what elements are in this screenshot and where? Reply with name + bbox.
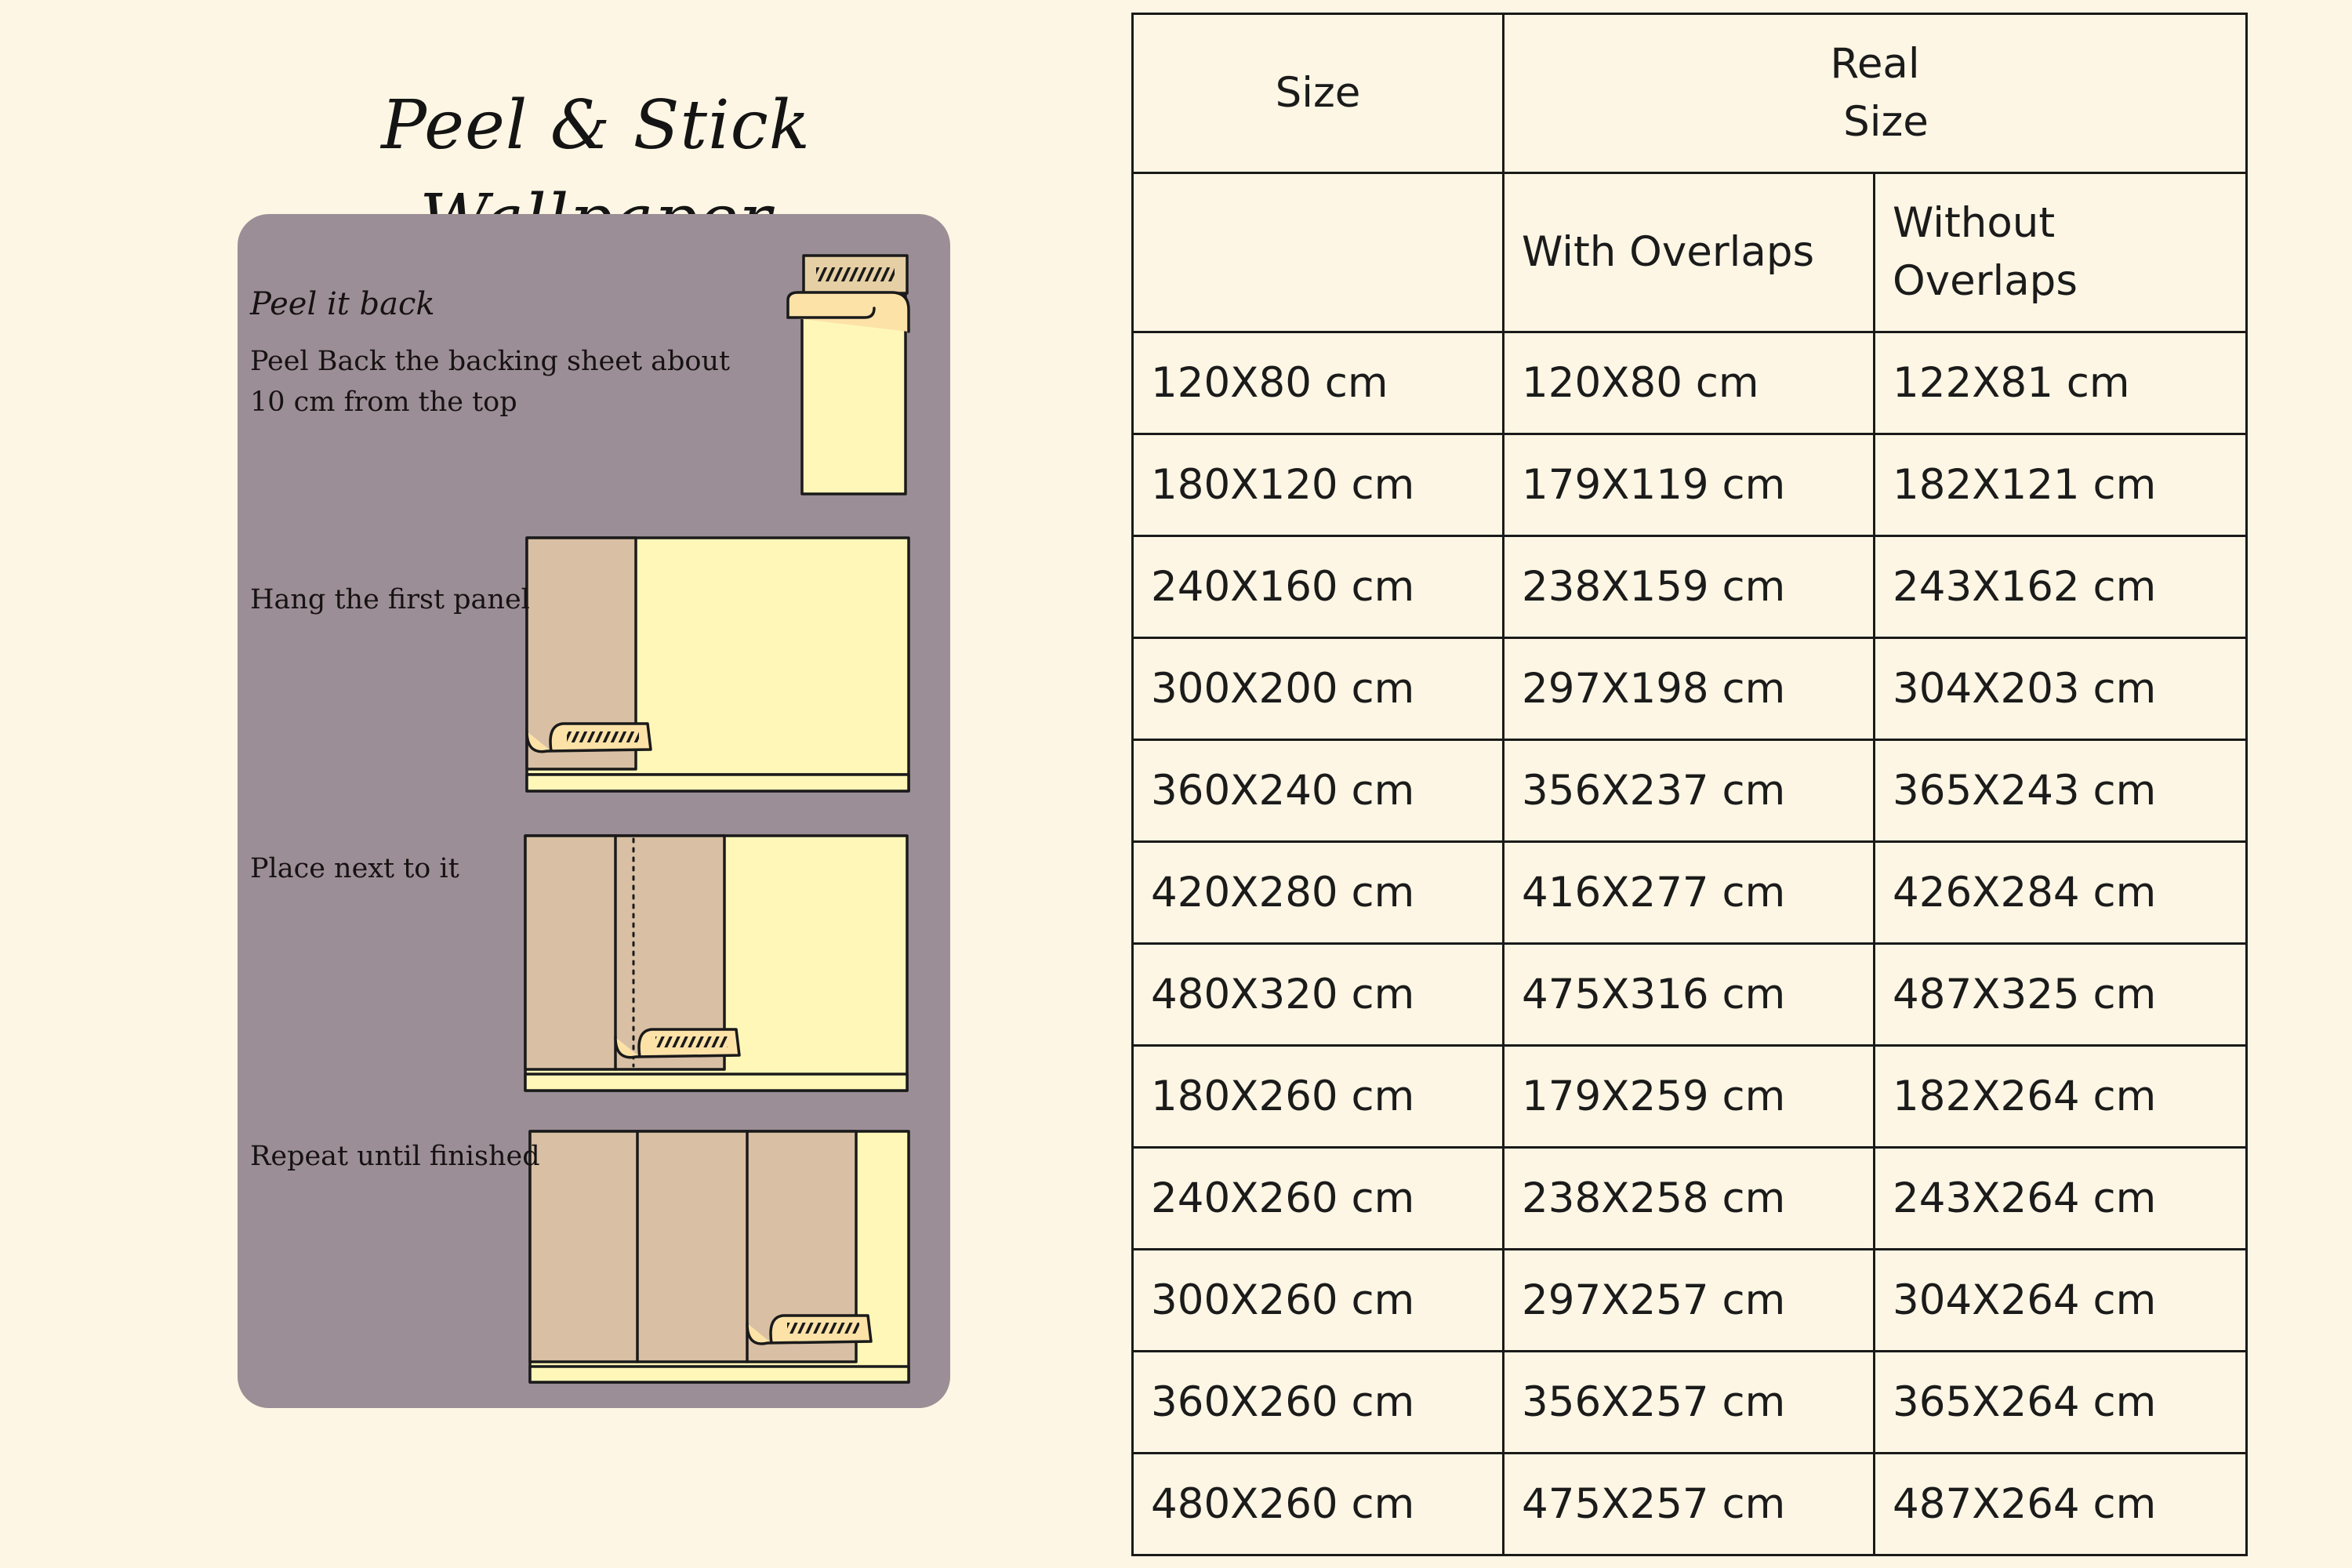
real-size-header	[1504, 14, 2247, 173]
peel-back-illustration	[788, 256, 909, 494]
table-row	[1133, 1454, 2247, 1555]
with-overlaps-cell: 179X119 cm	[1504, 434, 1875, 536]
with-overlaps-cell: 416X277 cm	[1504, 842, 1875, 944]
step-1-title: Peel it back	[250, 286, 435, 322]
without-overlaps-cell: 243X162 cm	[1875, 536, 2247, 638]
real-size-header-line-2: Size	[1843, 98, 1929, 146]
header-row-1	[1133, 14, 2247, 173]
size-cell: 180X120 cm	[1133, 434, 1504, 536]
size-cell: 240X160 cm	[1133, 536, 1504, 638]
with-overlaps-cell: 297X198 cm	[1504, 638, 1875, 740]
table-row	[1133, 842, 2247, 944]
with-overlaps-cell: 238X258 cm	[1504, 1148, 1875, 1250]
table-row	[1133, 434, 2247, 536]
without-overlaps-cell: 304X264 cm	[1875, 1250, 2247, 1352]
header-row-2	[1133, 173, 2247, 332]
table-row	[1133, 1046, 2247, 1148]
table-row	[1133, 1250, 2247, 1352]
size-table	[1131, 13, 2248, 1556]
step-1-description	[250, 341, 752, 423]
place-next-panel-illustration	[525, 836, 907, 1091]
size-cell: 420X280 cm	[1133, 842, 1504, 944]
with-overlaps-header: With Overlaps	[1504, 173, 1875, 332]
with-overlaps-cell: 475X257 cm	[1504, 1454, 1875, 1555]
size-cell: 300X260 cm	[1133, 1250, 1504, 1352]
without-overlaps-cell: 487X325 cm	[1875, 944, 2247, 1046]
size-cell: 120X80 cm	[1133, 332, 1504, 434]
table-row	[1133, 1148, 2247, 1250]
repeat-panels-illustration	[530, 1131, 909, 1382]
table-row	[1133, 740, 2247, 842]
without-overlaps-cell: 182X264 cm	[1875, 1046, 2247, 1148]
table-row	[1133, 332, 2247, 434]
installation-guide-panel	[238, 214, 950, 1408]
with-overlaps-cell: 297X257 cm	[1504, 1250, 1875, 1352]
with-overlaps-cell: 356X257 cm	[1504, 1352, 1875, 1454]
size-cell: 180X260 cm	[1133, 1046, 1504, 1148]
without-overlaps-header-line-1: Without	[1893, 199, 2056, 247]
table-row	[1133, 1352, 2247, 1454]
with-overlaps-cell: 238X159 cm	[1504, 536, 1875, 638]
page-title: Peel & Stick	[381, 86, 811, 165]
without-overlaps-cell: 182X121 cm	[1875, 434, 2247, 536]
size-cell: 480X260 cm	[1133, 1454, 1504, 1555]
step-4-label: Repeat until finished	[250, 1141, 540, 1172]
empty-header-cell	[1133, 173, 1504, 332]
without-overlaps-cell: 365X243 cm	[1875, 740, 2247, 842]
without-overlaps-header-line-2: Overlaps	[1893, 257, 2078, 305]
step-1-description-line-1: Peel Back the backing sheet about	[250, 346, 731, 377]
table-row	[1133, 638, 2247, 740]
without-overlaps-cell: 243X264 cm	[1875, 1148, 2247, 1250]
without-overlaps-cell: 487X264 cm	[1875, 1454, 2247, 1555]
with-overlaps-cell: 120X80 cm	[1504, 332, 1875, 434]
size-table-body	[1133, 332, 2247, 1555]
with-overlaps-cell: 179X259 cm	[1504, 1046, 1875, 1148]
without-overlaps-cell: 122X81 cm	[1875, 332, 2247, 434]
hang-first-panel-illustration	[527, 538, 909, 791]
real-size-header-line-1: Real	[1830, 40, 1920, 88]
with-overlaps-cell: 356X237 cm	[1504, 740, 1875, 842]
size-cell: 240X260 cm	[1133, 1148, 1504, 1250]
size-header: Size	[1133, 14, 1504, 173]
size-cell: 360X260 cm	[1133, 1352, 1504, 1454]
step-1-description-line-2: 10 cm from the top	[250, 387, 517, 418]
size-cell: 360X240 cm	[1133, 740, 1504, 842]
table-row	[1133, 944, 2247, 1046]
without-overlaps-cell: 426X284 cm	[1875, 842, 2247, 944]
step-3-label: Place next to it	[250, 853, 459, 884]
without-overlaps-cell: 304X203 cm	[1875, 638, 2247, 740]
size-cell: 480X320 cm	[1133, 944, 1504, 1046]
table-row	[1133, 536, 2247, 638]
size-cell: 300X200 cm	[1133, 638, 1504, 740]
step-2-label: Hang the first panel	[250, 584, 530, 615]
without-overlaps-header	[1875, 173, 2247, 332]
with-overlaps-cell: 475X316 cm	[1504, 944, 1875, 1046]
without-overlaps-cell: 365X264 cm	[1875, 1352, 2247, 1454]
